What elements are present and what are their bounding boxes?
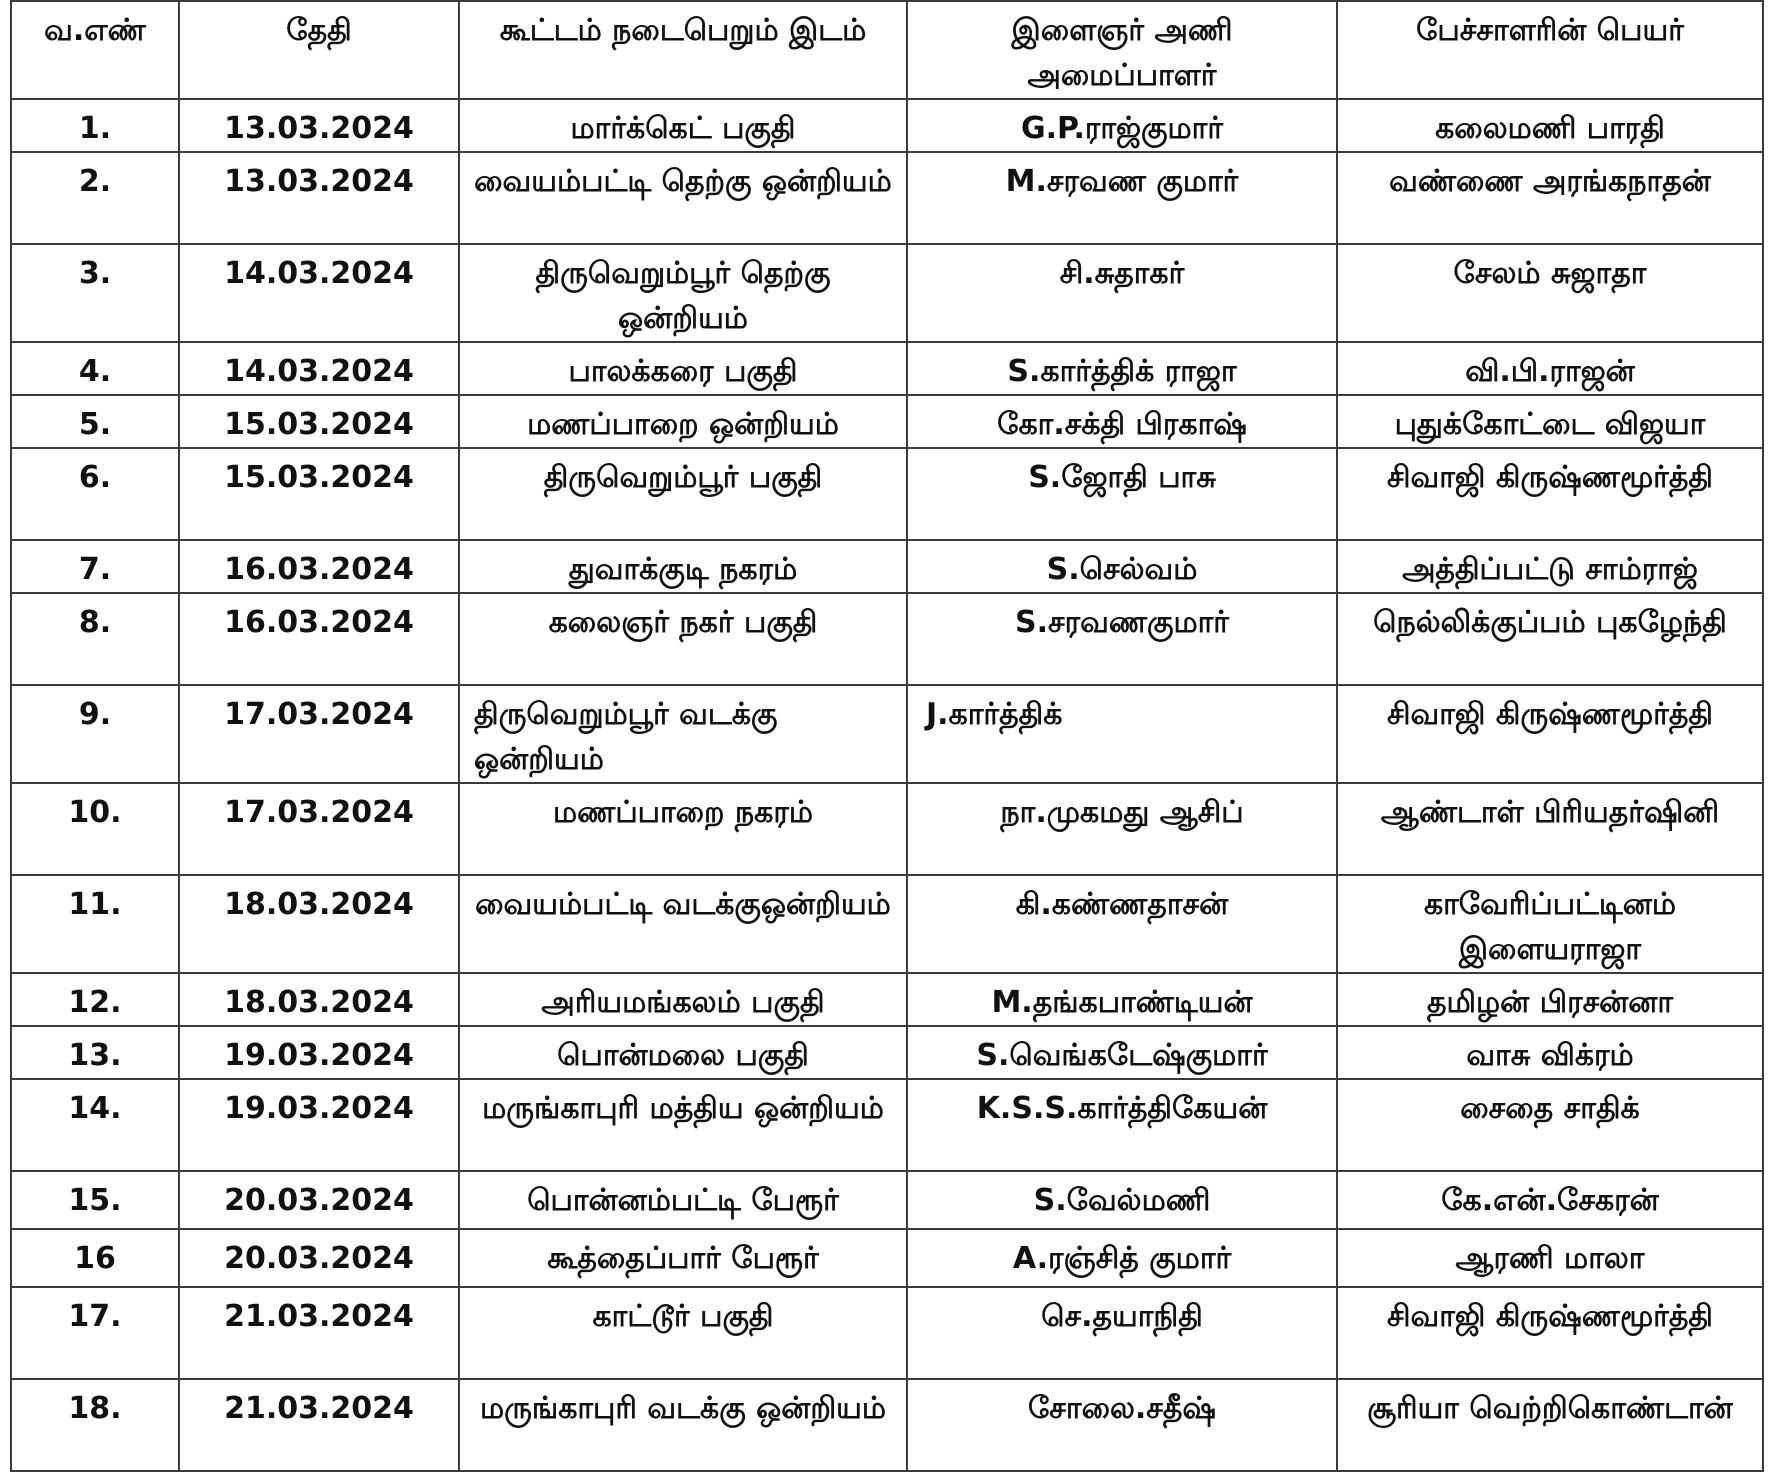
table-row bbox=[11, 448, 1763, 540]
cell-speaker: சூரியா வெற்றிகொண்டான் bbox=[1337, 1379, 1763, 1471]
schedule-table bbox=[10, 0, 1764, 1472]
cell-organizer: நா.முகமது ஆசிப் bbox=[907, 783, 1337, 875]
header-organizer: இளைஞர் அணி அமைப்பாளர் bbox=[907, 1, 1337, 99]
table-row bbox=[11, 244, 1763, 342]
table-row bbox=[11, 1026, 1763, 1079]
table-row bbox=[11, 783, 1763, 875]
cell-organizer: M.சரவண குமார் bbox=[907, 152, 1337, 244]
cell-speaker: சிவாஜி கிருஷ்ணமூர்த்தி bbox=[1337, 1287, 1763, 1379]
cell-organizer: S.செல்வம் bbox=[907, 540, 1337, 593]
table-row bbox=[11, 1287, 1763, 1379]
cell-location: பொன்னம்பட்டி பேரூர் bbox=[459, 1171, 907, 1229]
cell-serial-number: 5. bbox=[11, 395, 179, 448]
cell-organizer: S.ஜோதி பாசு bbox=[907, 448, 1337, 540]
cell-date: 16.03.2024 bbox=[179, 593, 459, 685]
cell-date: 13.03.2024 bbox=[179, 152, 459, 244]
cell-speaker: சிவாஜி கிருஷ்ணமூர்த்தி bbox=[1337, 448, 1763, 540]
cell-location: திருவெறும்பூர் வடக்கு ஒன்றியம் bbox=[459, 685, 907, 783]
cell-speaker: அத்திப்பட்டு சாம்ராஜ் bbox=[1337, 540, 1763, 593]
table-row bbox=[11, 152, 1763, 244]
cell-speaker: கே.என்.சேகரன் bbox=[1337, 1171, 1763, 1229]
table-row bbox=[11, 1171, 1763, 1229]
cell-organizer: G.P.ராஜ்குமார் bbox=[907, 99, 1337, 152]
cell-speaker: வண்ணை அரங்கநாதன் bbox=[1337, 152, 1763, 244]
cell-date: 14.03.2024 bbox=[179, 244, 459, 342]
cell-serial-number: 15. bbox=[11, 1171, 179, 1229]
table-row bbox=[11, 973, 1763, 1026]
cell-date: 16.03.2024 bbox=[179, 540, 459, 593]
cell-organizer: M.தங்கபாண்டியன் bbox=[907, 973, 1337, 1026]
cell-location: மார்க்கெட் பகுதி bbox=[459, 99, 907, 152]
cell-date: 18.03.2024 bbox=[179, 875, 459, 973]
cell-speaker: வாசு விக்ரம் bbox=[1337, 1026, 1763, 1079]
cell-speaker: புதுக்கோட்டை விஜயா bbox=[1337, 395, 1763, 448]
cell-organizer: A.ரஞ்சித் குமார் bbox=[907, 1229, 1337, 1287]
cell-location: காட்டூர் பகுதி bbox=[459, 1287, 907, 1379]
cell-speaker: கலைமணி பாரதி bbox=[1337, 99, 1763, 152]
cell-location: பாலக்கரை பகுதி bbox=[459, 342, 907, 395]
table-row bbox=[11, 593, 1763, 685]
table-row bbox=[11, 540, 1763, 593]
cell-location: பொன்மலை பகுதி bbox=[459, 1026, 907, 1079]
cell-date: 21.03.2024 bbox=[179, 1379, 459, 1471]
cell-location: வையம்பட்டி வடக்குஒன்றியம் bbox=[459, 875, 907, 973]
table-row bbox=[11, 342, 1763, 395]
cell-location: கூத்தைப்பார் பேரூர் bbox=[459, 1229, 907, 1287]
cell-organizer: S.வேல்மணி bbox=[907, 1171, 1337, 1229]
cell-speaker: சைதை சாதிக் bbox=[1337, 1079, 1763, 1171]
cell-organizer: கி.கண்ணதாசன் bbox=[907, 875, 1337, 973]
header-serial-number: வ.எண் bbox=[11, 1, 179, 99]
cell-speaker: தமிழன் பிரசன்னா bbox=[1337, 973, 1763, 1026]
cell-speaker: சேலம் சுஜாதா bbox=[1337, 244, 1763, 342]
cell-speaker: வி.பி.ராஜன் bbox=[1337, 342, 1763, 395]
cell-location: வையம்பட்டி தெற்கு ஒன்றியம் bbox=[459, 152, 907, 244]
table-body bbox=[11, 99, 1763, 1471]
cell-serial-number: 3. bbox=[11, 244, 179, 342]
cell-serial-number: 18. bbox=[11, 1379, 179, 1471]
table-row bbox=[11, 875, 1763, 973]
cell-date: 15.03.2024 bbox=[179, 448, 459, 540]
cell-serial-number: 12. bbox=[11, 973, 179, 1026]
cell-organizer: J.கார்த்திக் bbox=[907, 685, 1337, 783]
cell-location: மணப்பாறை ஒன்றியம் bbox=[459, 395, 907, 448]
cell-serial-number: 14. bbox=[11, 1079, 179, 1171]
cell-serial-number: 1. bbox=[11, 99, 179, 152]
cell-organizer: கோ.சக்தி பிரகாஷ் bbox=[907, 395, 1337, 448]
cell-date: 19.03.2024 bbox=[179, 1026, 459, 1079]
cell-serial-number: 16 bbox=[11, 1229, 179, 1287]
cell-location: மருங்காபுரி வடக்கு ஒன்றியம் bbox=[459, 1379, 907, 1471]
cell-date: 19.03.2024 bbox=[179, 1079, 459, 1171]
cell-organizer: K.S.S.கார்த்திகேயன் bbox=[907, 1079, 1337, 1171]
header-date: தேதி bbox=[179, 1, 459, 99]
cell-serial-number: 11. bbox=[11, 875, 179, 973]
cell-speaker: ஆரணி மாலா bbox=[1337, 1229, 1763, 1287]
cell-speaker: ஆண்டாள் பிரியதர்ஷினி bbox=[1337, 783, 1763, 875]
cell-organizer: சி.சுதாகர் bbox=[907, 244, 1337, 342]
cell-location: மருங்காபுரி மத்திய ஒன்றியம் bbox=[459, 1079, 907, 1171]
cell-organizer: S.சரவணகுமார் bbox=[907, 593, 1337, 685]
cell-serial-number: 7. bbox=[11, 540, 179, 593]
cell-serial-number: 10. bbox=[11, 783, 179, 875]
header-location: கூட்டம் நடைபெறும் இடம் bbox=[459, 1, 907, 99]
cell-serial-number: 9. bbox=[11, 685, 179, 783]
header-row bbox=[11, 1, 1763, 99]
table-row bbox=[11, 395, 1763, 448]
cell-date: 15.03.2024 bbox=[179, 395, 459, 448]
cell-date: 14.03.2024 bbox=[179, 342, 459, 395]
cell-speaker: நெல்லிக்குப்பம் புகழேந்தி bbox=[1337, 593, 1763, 685]
table-row bbox=[11, 99, 1763, 152]
cell-serial-number: 2. bbox=[11, 152, 179, 244]
cell-date: 17.03.2024 bbox=[179, 783, 459, 875]
header-speaker: பேச்சாளரின் பெயர் bbox=[1337, 1, 1763, 99]
cell-location: கலைஞர் நகர் பகுதி bbox=[459, 593, 907, 685]
cell-date: 13.03.2024 bbox=[179, 99, 459, 152]
cell-location: திருவெறும்பூர் தெற்கு ஒன்றியம் bbox=[459, 244, 907, 342]
cell-date: 20.03.2024 bbox=[179, 1171, 459, 1229]
table-row bbox=[11, 1379, 1763, 1471]
table-row bbox=[11, 1229, 1763, 1287]
cell-date: 18.03.2024 bbox=[179, 973, 459, 1026]
cell-location: மணப்பாறை நகரம் bbox=[459, 783, 907, 875]
cell-date: 21.03.2024 bbox=[179, 1287, 459, 1379]
cell-date: 20.03.2024 bbox=[179, 1229, 459, 1287]
cell-location: துவாக்குடி நகரம் bbox=[459, 540, 907, 593]
cell-serial-number: 4. bbox=[11, 342, 179, 395]
table-row bbox=[11, 685, 1763, 783]
cell-organizer: S.வெங்கடேஷ்குமார் bbox=[907, 1026, 1337, 1079]
cell-serial-number: 17. bbox=[11, 1287, 179, 1379]
cell-location: அரியமங்கலம் பகுதி bbox=[459, 973, 907, 1026]
table-row bbox=[11, 1079, 1763, 1171]
cell-organizer: சோலை.சதீஷ் bbox=[907, 1379, 1337, 1471]
cell-organizer: செ.தயாநிதி bbox=[907, 1287, 1337, 1379]
cell-organizer: S.கார்த்திக் ராஜா bbox=[907, 342, 1337, 395]
cell-date: 17.03.2024 bbox=[179, 685, 459, 783]
cell-speaker: காவேரிப்பட்டினம் இளையராஜா bbox=[1337, 875, 1763, 973]
cell-serial-number: 13. bbox=[11, 1026, 179, 1079]
cell-serial-number: 8. bbox=[11, 593, 179, 685]
cell-location: திருவெறும்பூர் பகுதி bbox=[459, 448, 907, 540]
cell-serial-number: 6. bbox=[11, 448, 179, 540]
cell-speaker: சிவாஜி கிருஷ்ணமூர்த்தி bbox=[1337, 685, 1763, 783]
